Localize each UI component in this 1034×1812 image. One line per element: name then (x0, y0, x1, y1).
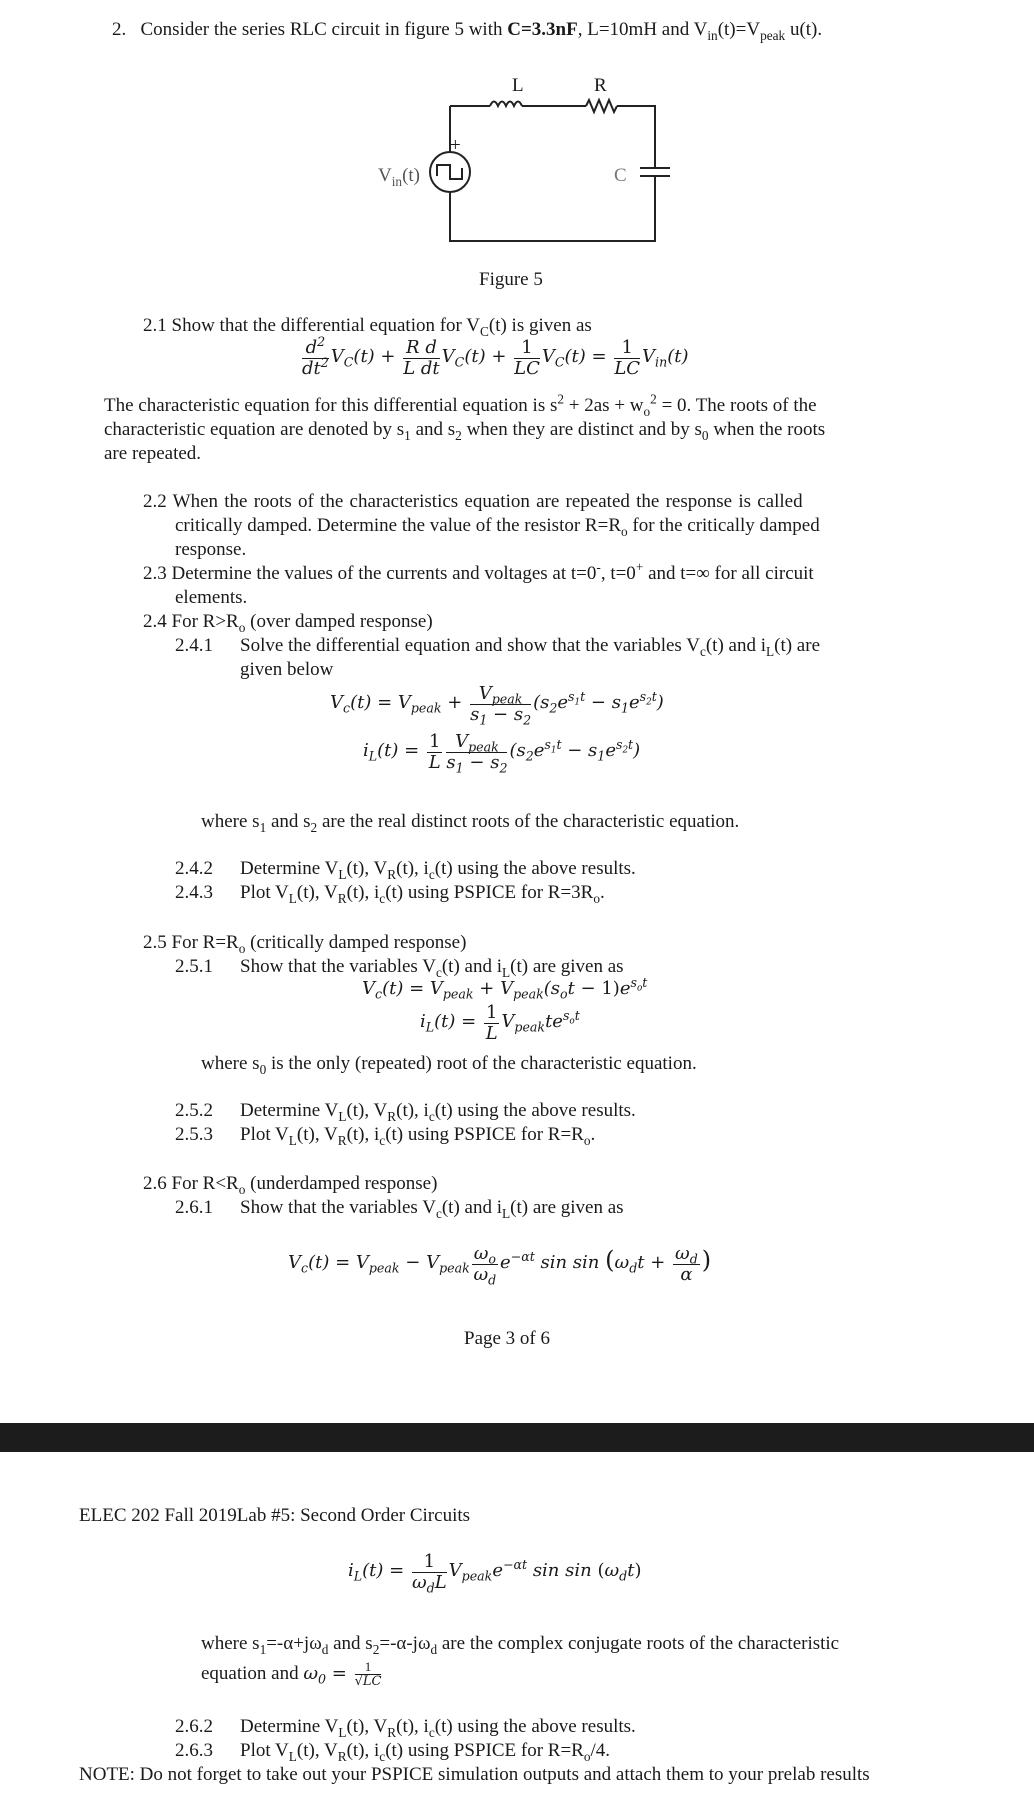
label-resistor: R (594, 75, 607, 96)
wire-top-right (617, 106, 655, 168)
section-2-4-where: where $s_1$ and $s_2$ are the real distinct roots of the characteristic equation. (201, 811, 740, 835)
problem-text-pre: Consider the series RLC circuit in figure 5 with (140, 19, 508, 40)
section-2-6-2-text: Determine $V_L(t)$, $V_R(t)$, $i_c(t)$ using the above results. (240, 1716, 636, 1740)
section-2-2-line2: critically damped. Determine the value of the resistor $R=R_o$ for the critically damped (175, 515, 820, 539)
section-2-3-line1: 2.3 Determine the values of the currents and voltages at t=0-, t=0+ and t=∞ for all circuit (143, 559, 814, 584)
square-wave-icon (437, 165, 462, 179)
section-2-6-where-line2: equation and $\omega_0$ = $\frac{1}{√LC}$ (201, 1659, 382, 1689)
section-2-5-where: where $s_0$ is the only (repeated) root of the characteristic equation. (201, 1053, 697, 1077)
section-2-4-1-line1: Solve the differential equation and show that the variables $V_c(t)$ and $i_L(t)$ are (240, 635, 821, 659)
figure-caption: Figure 5 (479, 269, 543, 290)
section-2-5-1-number: 2.5.1 (175, 956, 213, 977)
section-2-6-1-number: 2.6.1 (175, 1197, 213, 1218)
section-2-6-heading: 2.6 For $R<R_o$ (underdamped response) (143, 1173, 438, 1197)
section-2-6-3-number: 2.6.3 (175, 1740, 213, 1761)
section-2-5-3-text: Plot $V_L(t)$, $V_R(t)$, $i_c(t)$ using PSPICE for $R=R_o$. (240, 1124, 596, 1148)
section-2-4-2-number: 2.4.2 (175, 858, 213, 879)
section-2-3-line2: elements. (175, 587, 248, 608)
capacitance-value: C=3.3nF (507, 19, 578, 40)
section-2-5-3-number: 2.5.3 (175, 1124, 213, 1145)
problem-number: 2. (112, 19, 127, 40)
section-2-6-2-number: 2.6.2 (175, 1716, 213, 1737)
equation-il-overdamped: $i_L(t)$ = $\frac{1}{L}$ $\frac{V_{peak}}{s_1 - s_2}$ $(s_2e^{s_1t} - s_1e^{s_2t})$ (363, 731, 641, 776)
section-2-4-3-number: 2.4.3 (175, 882, 213, 903)
equation-il-critical: $i_L(t)$ = $\frac{1}{L}$ $V_{peak}te^{s_ot}$ (420, 1002, 580, 1044)
section-2-1: 2.1 Show that the differential equation for $V_C(t)$ is given as (143, 315, 592, 339)
resistor-zigzag (586, 100, 617, 112)
characteristic-paragraph-line2: characteristic equation are denoted by $s_1$ and $s_2$ when they are distinct and by $s_0$ when the roots (104, 419, 826, 443)
problem-heading: 2. Consider the series RLC circuit in figure 5 with C=3.3nF, L=10mH and $V_{in}(t)=V_{peak}$ u(t). (112, 19, 823, 43)
section-2-6-where-line1: where $s_1=-\alpha+j\omega_d$ and $s_2=-\alpha-j\omega_d$ are the complex conjugate roots of the characteristic (201, 1633, 840, 1657)
section-2-4-3-text: Plot $V_L(t)$, $V_R(t)$, $i_c(t)$ using PSPICE for $R=3R_o$. (240, 882, 605, 906)
section-2-6-1-text: Show that the variables $V_c(t)$ and $i_L(t)$ are given as (240, 1197, 624, 1221)
note-text: NOTE: Do not forget to take out your PSPICE simulation outputs and attach them to your prelab results (79, 1764, 870, 1785)
equation-vc-overdamped: $V_c(t) = V_{peak}$ + $\frac{V_{peak}}{s_1 - s_2}$ $(s_2e^{s_1t} - s_1e^{s_2t})$ (330, 683, 664, 728)
characteristic-paragraph-line3: are repeated. (104, 443, 202, 464)
characteristic-paragraph-line1: The characteristic equation for this differential equation is $s^2 + 2as + w_o^2 = 0$. The roots of the (104, 391, 817, 419)
section-2-4-2-text: Determine $V_L(t)$, $V_R(t)$, $i_c(t)$ using the above results. (240, 858, 636, 882)
section-2-5-2-number: 2.5.2 (175, 1100, 213, 1121)
page-break-band (0, 1423, 1034, 1452)
section-2-6-3-text: Plot $V_L(t)$, $V_R(t)$, $i_c(t)$ using PSPICE for $R=R_o/4$. (240, 1740, 611, 1764)
equation-il-underdamped: $i_L(t)$ = $\frac{1}{\omega_dL}$ $V_{peak}e^{-\alpha t}$ $\sin \sin (\omega_dt)$ (348, 1551, 642, 1596)
section-2-4-1-line2: given below (240, 659, 334, 680)
label-inductor: L (512, 75, 524, 96)
page-footer: Page 3 of 6 (464, 1328, 551, 1349)
inductor-coil (490, 102, 522, 107)
section-2-4-heading: 2.4 For $R>R_o$ (over damped response) (143, 611, 433, 635)
section-2-2-line3: response. (175, 539, 247, 560)
page-header: ELEC 202 Fall 2019Lab #5: Second Order Circuits (79, 1505, 471, 1526)
label-vin: $V_{in}(t)$ (378, 165, 421, 189)
differential-equation: $\frac{d^2}{dt^2}$ $V_C(t)$ + $\frac{\text{R d}}{\text{L dt}}$ $V_C(t)$ + $\frac{1}{LC}$ $V_C(t)$ = $\frac{1}{LC}$ $V_{in}(t)$ (302, 334, 689, 379)
label-plus: + (450, 135, 461, 156)
section-2-4-1-number: 2.4.1 (175, 635, 213, 656)
equation-vc-critical: $V_c(t) = V_{peak} + V_{peak}(s_ot - 1)e^{s_ot}$ (362, 975, 648, 1002)
equation-vc-underdamped: $V_c(t) = V_{peak} - V_{peak}$ $\frac{\omega_o}{\omega_d}$ $e^{-\alpha t}$ $\sin \sin (\omega_dt$ + $\frac{\omega_d}{\alpha}$ ) (288, 1243, 712, 1288)
section-2-5-1-text: Show that the variables $V_c(t)$ and $i_L(t)$ are given as (240, 956, 624, 980)
section-2-2-line1: 2.2 When the roots of the characteristics equation are repeated the response is called (143, 491, 803, 512)
section-2-5-2-text: Determine $V_L(t)$, $V_R(t)$, $i_c(t)$ using the above results. (240, 1100, 636, 1124)
section-2-5-heading: 2.5 For $R=R_o$ (critically damped response) (143, 932, 467, 956)
label-capacitor: C (614, 165, 627, 186)
